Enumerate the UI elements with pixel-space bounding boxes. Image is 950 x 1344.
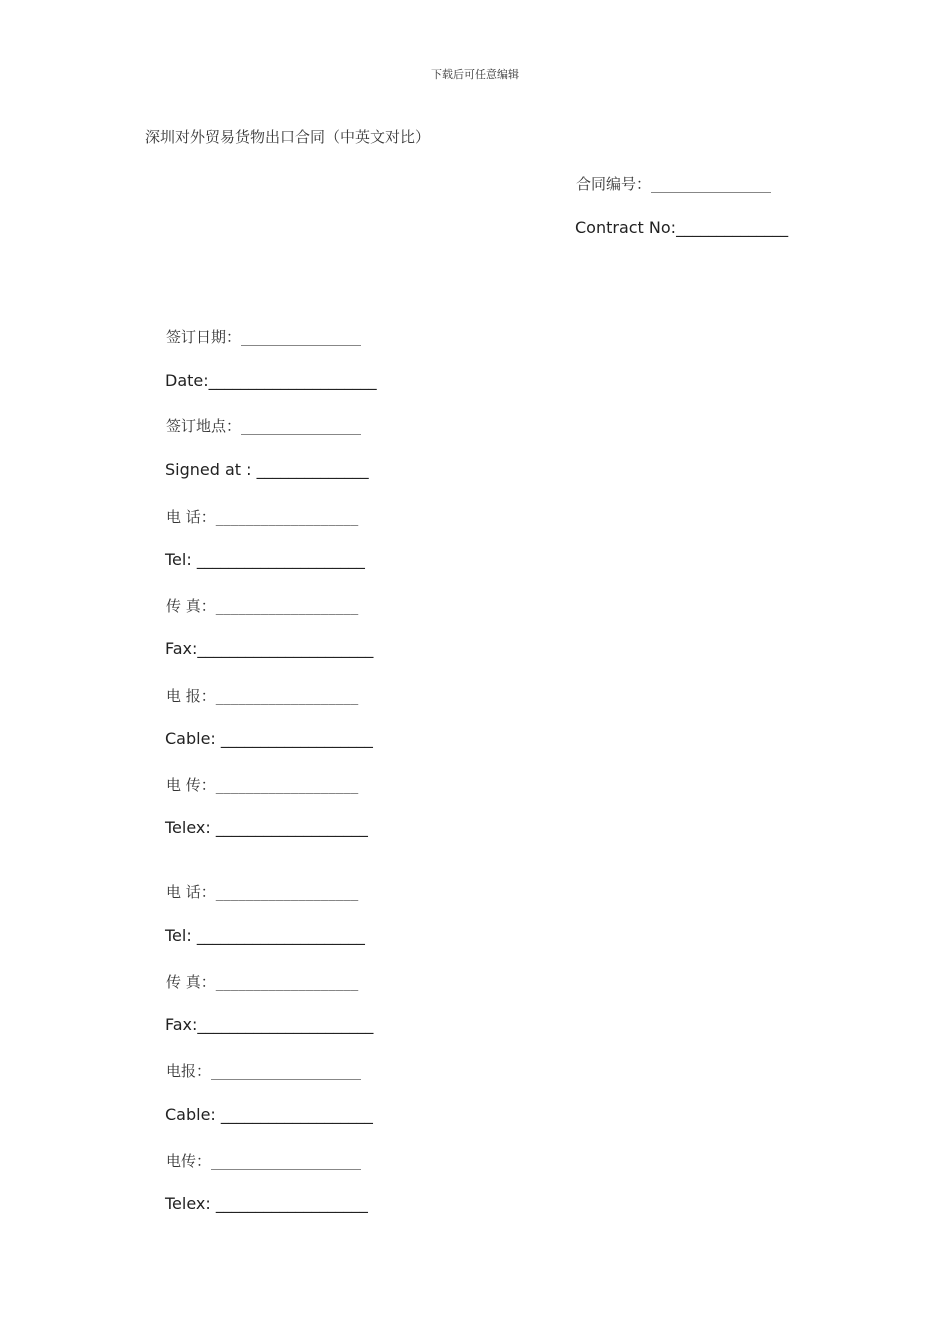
buyer-fax-en: Fax:______________________ (165, 1015, 374, 1034)
buyer-telex-cn: 电传：____________________ (166, 1152, 362, 1170)
signing-place-en: Signed at : ______________ (165, 460, 369, 479)
seller-phone-en: Tel: _____________________ (165, 550, 365, 569)
contract-number-cn: 合同编号：________________ (576, 175, 772, 193)
signing-place-cn: 签订地点：________________ (166, 417, 362, 435)
seller-fax-cn: 传 真：___________________ (166, 597, 359, 615)
signing-date-en: Date:_____________________ (165, 371, 377, 390)
buyer-cable-en: Cable: ___________________ (165, 1105, 373, 1124)
document-title: 深圳对外贸易货物出口合同（中英文对比） (145, 128, 431, 146)
buyer-phone-cn: 电 话：___________________ (166, 883, 359, 901)
page-header-note: 下载后可任意编辑 (431, 68, 519, 81)
contract-number-en: Contract No:______________ (575, 218, 789, 237)
signing-date-cn: 签订日期：________________ (166, 328, 362, 346)
buyer-fax-cn: 传 真：___________________ (166, 973, 359, 991)
buyer-phone-en: Tel: _____________________ (165, 926, 365, 945)
seller-cable-cn: 电 报：___________________ (166, 687, 359, 705)
seller-phone-cn: 电 话：___________________ (166, 508, 359, 526)
buyer-telex-en: Telex: ___________________ (165, 1194, 368, 1213)
seller-telex-en: Telex: ___________________ (165, 818, 368, 837)
seller-cable-en: Cable: ___________________ (165, 729, 373, 748)
seller-telex-cn: 电 传：___________________ (166, 776, 359, 794)
seller-fax-en: Fax:______________________ (165, 639, 374, 658)
buyer-cable-cn: 电报：____________________ (166, 1062, 362, 1080)
